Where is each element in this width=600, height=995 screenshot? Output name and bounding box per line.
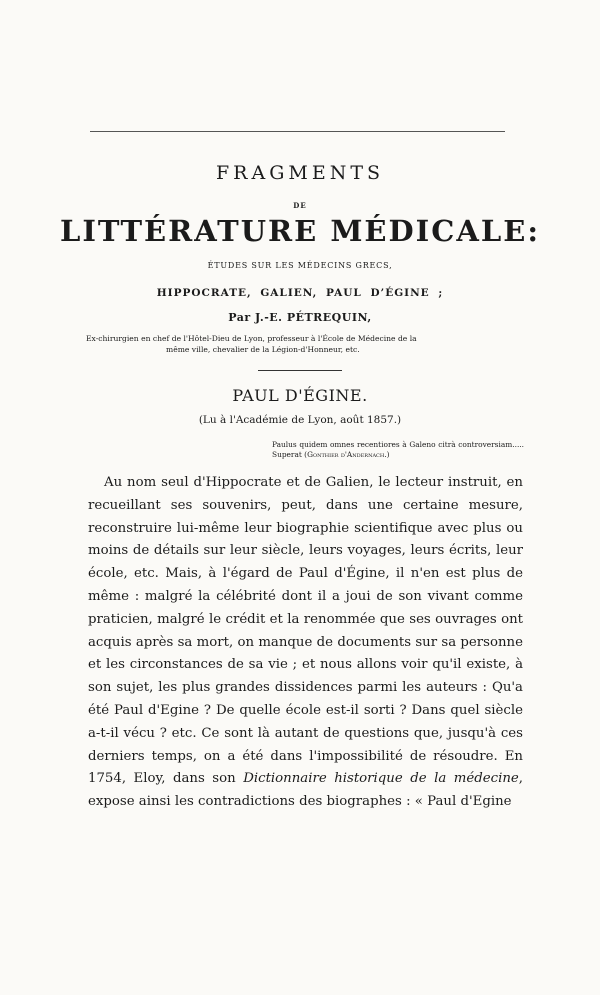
title-de: DE: [293, 201, 307, 210]
title-litterature-medicale: LITTÉRATURE MÉDICALE:: [59, 214, 541, 248]
body-part-2: , expose ainsi les contradictions des biographes : « Paul d'Egine: [88, 771, 523, 810]
author-subjects: HIPPOCRATE, GALIEN, PAUL D’ÉGINE ;: [156, 287, 444, 299]
title-fragments: FRAGMENTS: [215, 162, 385, 184]
author-name: Par J.-E. PÉTREQUIN,: [228, 311, 372, 324]
author-credentials: [86, 333, 526, 355]
section-title: PAUL D'ÉGINE.: [232, 386, 368, 405]
read-at-note: (Lu à l'Académie de Lyon, août 1857.): [198, 414, 402, 426]
subtitle: ÉTUDES SUR LES MÉDECINS GRECS,: [207, 261, 393, 270]
epigraph: [272, 440, 524, 460]
body-part-1: Au nom seul d'Hippocrate et de Galien, le lecteur instruit, en recueillant ses souvenirs, peut, dans une certaine mesure, reconstruire lui-même leur biographie scientifique avec plus ou moins de détails sur leur siècle, leurs voyages, leurs écrits, leur école, etc. Mais, à l'égard de Paul d'Égine, il n'en est plus de même : malgré la célébrité dont il a joui de son vivant comme praticien, malgré le crédit et la renommée que ses ouvrages ont acquis après sa mort, on manque de documents sur sa personne et les circonstances de sa vie ; et nous allons voir qu'il existe, à son sujet, les plus grandes dissidences parmi les auteurs : Qu'a été Paul d'Egine ? De quelle école est-il sorti ? Dans quel siècle a-t-il vécu ? etc. Ce sont là autant de questions que, jusqu'à ces derniers temps, on a été dans l'impossibilité de résoudre. En 1754, Eloy, dans son: [88, 475, 523, 787]
body-text: [88, 472, 523, 814]
epigraph-close: ): [386, 450, 390, 459]
body-paragraph: [88, 472, 523, 814]
credentials-line-2: même ville, chevalier de la Légion-d'Honneur, etc.: [166, 345, 360, 354]
top-rule: [90, 131, 505, 132]
section-divider: [258, 370, 342, 371]
dictionary-title: Dictionnaire historique de la médecine: [243, 771, 519, 787]
epigraph-attribution: Gonthier d'Andernach.: [307, 450, 387, 459]
epigraph-text: Paulus quidem omnes recentiores à Galeno citrà controversiam..... Superat (: [272, 440, 524, 459]
credentials-line-1: Ex-chirurgien en chef de l'Hôtel-Dieu de Lyon, professeur à l'École de Médecine de la: [86, 334, 417, 343]
